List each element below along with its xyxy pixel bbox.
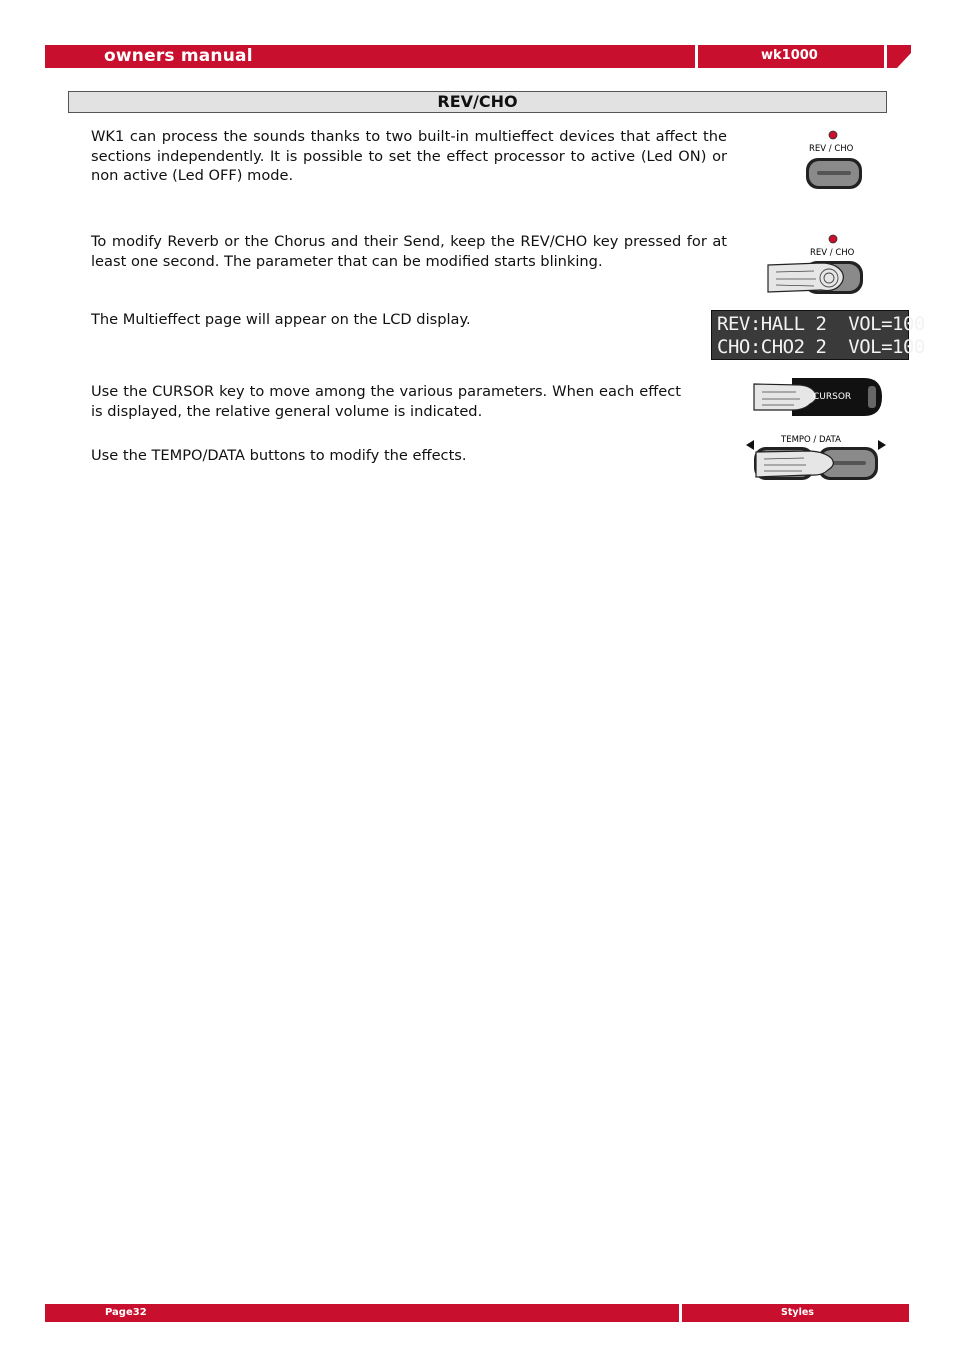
header-corner-tab (887, 45, 911, 68)
revcho-button-label: REV / CHO (809, 144, 854, 154)
left-arrow-icon (746, 440, 754, 450)
footer-page-number: Page32 (105, 1307, 147, 1318)
hand-press-icon (766, 232, 870, 298)
right-arrow-icon (878, 440, 886, 450)
revcho-pressed-figure (766, 232, 870, 298)
header-model: wk1000 (761, 48, 818, 63)
cursor-key-figure (752, 376, 884, 418)
footer-bar (45, 1304, 679, 1322)
paragraph-intro: WK1 can process the sounds thanks to two built-in multieffect devices that affect the sections independently. It is possible to set the effect processor to active (Led ON) or non active (Led OFF) mode. (91, 128, 727, 184)
revcho-button-figure (800, 128, 870, 194)
tempo-data-figure (744, 432, 888, 484)
tempo-data-label: TEMPO / DATA (781, 435, 841, 445)
paragraph-cursor: Use the CURSOR key to move among the various parameters. When each effect is displayed, the relative general volume is indicated. (91, 383, 681, 420)
paragraph-tempo: Use the TEMPO/DATA buttons to modify the effects. (91, 447, 467, 464)
paragraph-lcd: The Multieffect page will appear on the LCD display. (91, 311, 471, 328)
lcd-line-1: REV:HALL 2 VOL=100 (717, 313, 925, 335)
header-title: owners manual (104, 46, 253, 66)
lcd-display (711, 310, 925, 360)
footer-section-name: Styles (781, 1307, 814, 1318)
header-model-bar (698, 45, 884, 68)
led-icon (800, 128, 870, 194)
revcho-pressed-label: REV / CHO (810, 248, 855, 258)
cursor-key-label: CURSOR (813, 392, 852, 402)
header-bar (45, 45, 695, 68)
footer-section-bar (682, 1304, 909, 1322)
section-title: REV/CHO (68, 91, 887, 113)
paragraph-modify: To modify Reverb or the Chorus and their Send, keep the REV/CHO key pressed for at least one second. The parameter that can be modified starts blinking. (91, 233, 727, 270)
lcd-line-2: CHO:CHO2 2 VOL=100 (717, 336, 925, 358)
